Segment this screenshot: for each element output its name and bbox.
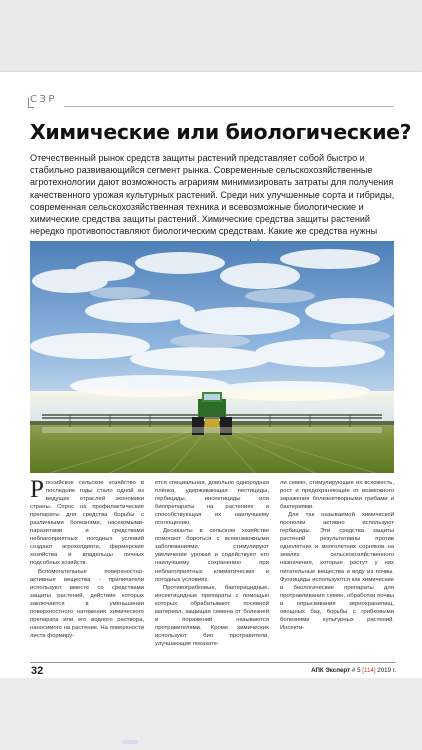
top-background bbox=[0, 0, 422, 72]
article-column-1 bbox=[30, 479, 144, 678]
column-2-paragraph-1: ется специальная, довольно однородная плёнка, удерживающая пестициды, гербициды, инсектициды или биопрепараты на растениях и способствующая их наилучшему поглощению. bbox=[155, 480, 269, 527]
column-3-paragraph-1: ли семян, стимулирующие их всхожесть, рост и предохраняющие от возможного заражения болезнетворными грибами и бактериями. bbox=[280, 480, 394, 511]
magazine-name: АПК Эксперт bbox=[311, 667, 351, 674]
column-1-paragraph-2: Вспомогательные поверхностно-активные вещества - прилипатели используют вместе со средствами защиты растений, действие которых заключается в уменьшении поверхностного натяжения химического препарата или его водного раствора, наносимого на растение. На поверхности листа формиру- bbox=[30, 568, 144, 639]
issue-number: # 5 bbox=[351, 667, 361, 674]
scroll-indicator[interactable] bbox=[122, 740, 138, 744]
magazine-page[interactable] bbox=[0, 72, 422, 678]
column-1-paragraph-1: оссийское сельское хозяйство в последние годы стало одной из ведущих отраслей экономики страны. Спрос на профилактические препараты для средства борьбы с различными болезнями, насекомыми-паразитами и средствами неблагоприятных погодных условий создают агрохолдинги, фермерские хозяйства и владельцы личных подсобных хозяйств. bbox=[30, 480, 144, 567]
magazine-issue bbox=[311, 667, 396, 674]
drop-cap: Р bbox=[30, 479, 44, 503]
issue-year: 2019 г. bbox=[377, 667, 396, 674]
issue-total-number: [114] bbox=[362, 667, 376, 674]
bottom-background bbox=[0, 678, 422, 750]
rubric-label: СЗР bbox=[30, 94, 57, 105]
field-sprayer-photo bbox=[30, 241, 394, 473]
page-footer bbox=[30, 662, 396, 678]
article-column-3 bbox=[280, 479, 394, 678]
page-number: 32 bbox=[31, 665, 44, 677]
article-columns bbox=[30, 479, 394, 678]
article-column-2 bbox=[155, 479, 269, 678]
column-2-paragraph-3: Противогрибковые, бактерицидные, инсектицидные препараты с помощью которых обрабатывают посевной материал, защищая семена от болезней и поражений называются протравителями. Кроме химических используют био протравители, улучшающие показате- bbox=[155, 584, 269, 647]
article-lead: Отечественный рынок средств защиты растений представляет собой быстро и стабильно развивающийся сегмент рынка. Современные сельскохозяйственные агротехнологии дают возможность аграриям минимизировать затраты для получения качественного урожая культурных растений. Среди них улучшенные сорта и гибриды, современная сельскохозяйственная техника и всевозможные биологические и химические средства защиты растений. Химические средства защиты растений нередко противопоставляют биологическим средствам. Какие же средства нужны bbox=[30, 153, 395, 237]
column-2-paragraph-2: Десиканты в сельском хозяйстве помогают бороться с всевозможными заболеваниями, стимулируют увеличение урожая и содействуют его наилучшему сохранению при неблагоприятных климатических и погодных условиях. bbox=[155, 528, 269, 583]
rubric-divider bbox=[64, 106, 394, 107]
column-3-paragraph-2: Для так называемой химической прополки активно используют гербициды. Эти средства защиты растений результативны против однолетних и многолетних сорняков на землях сельскохозяйственного назначения, которые растут у них питательные вещества и воду из почвы. Фунгициды используются как химические и биологические препараты для протравливания семян, обработки почвы и опрыскивания зернохранилищ, овощных баз, борьбы с грибковыми болезнями культурных растений. Инсекти- bbox=[280, 512, 394, 631]
footer-divider bbox=[30, 662, 396, 663]
article-headline: Химические или биологические? bbox=[30, 120, 412, 144]
rubric-header bbox=[28, 96, 394, 110]
